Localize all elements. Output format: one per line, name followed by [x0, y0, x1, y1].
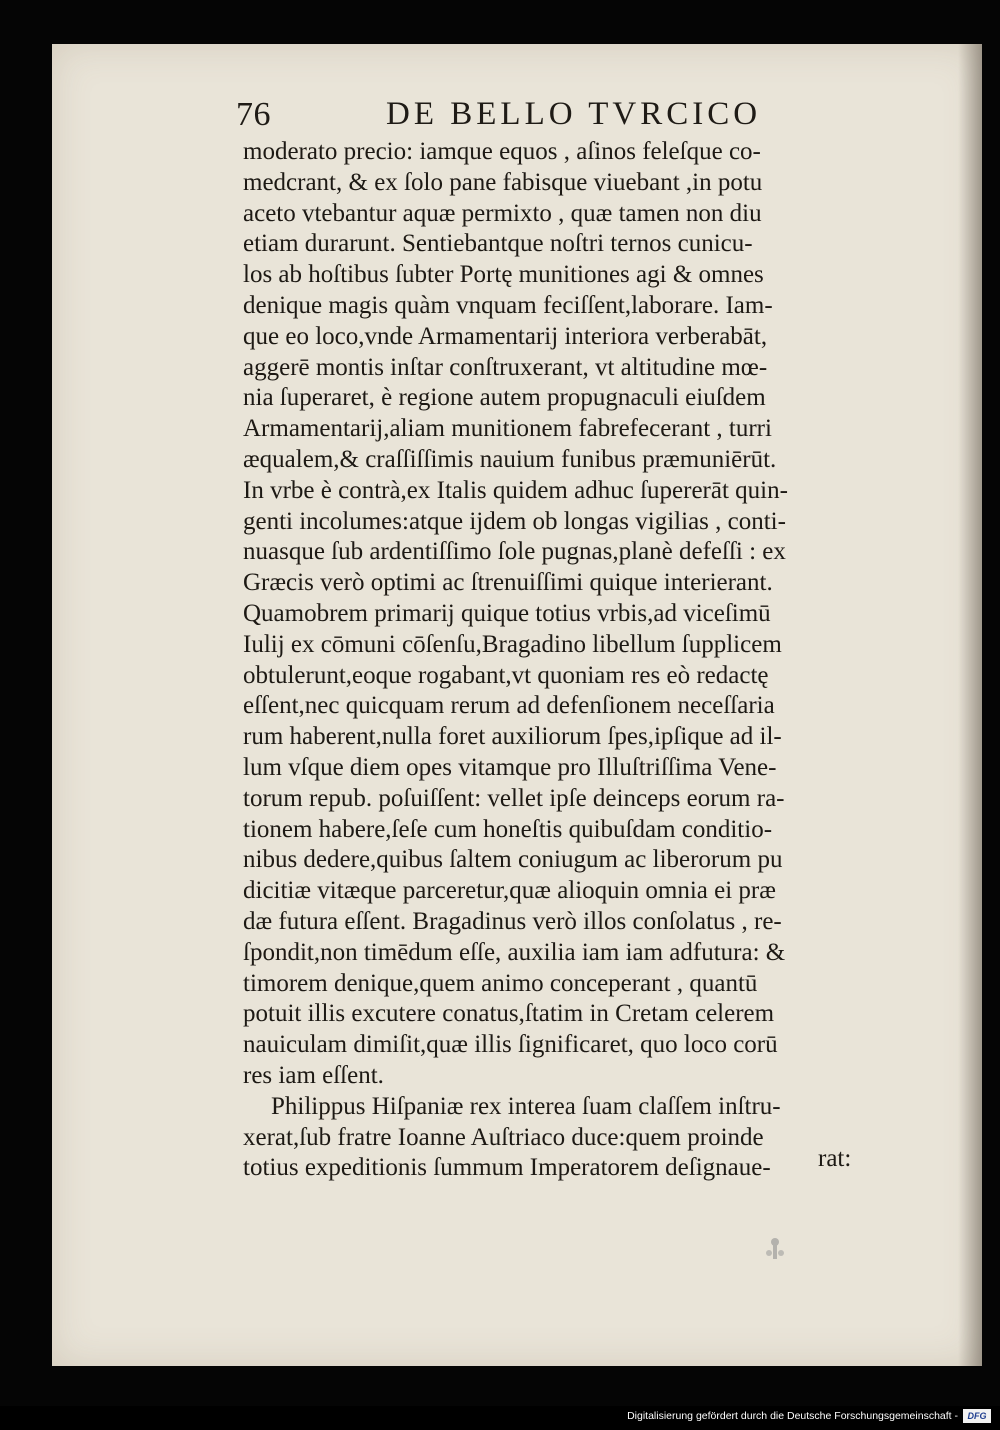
text-line: eſſent,nec quicquam rerum ad defenſionem neceſſaria [243, 692, 775, 720]
text-line: timorem denique,quem animo conceperant , quantū [243, 969, 758, 997]
text-line: nuasque ſub ardentiſſimo ſole pugnas,planè defeſſi : ex [243, 538, 786, 566]
paragraph-start-line: Philippus Hiſpaniæ rex interea ſuam claſſem inſtru- [271, 1092, 781, 1120]
text-line: medcrant, & ex ſolo pane fabisque viuebant ,in potu [243, 168, 763, 196]
text-line: denique magis quàm vnquam feciſſent,laborare. Iam- [243, 291, 773, 319]
text-line: Græcis verò optimi ac ſtrenuiſſimi quique interierant. [243, 569, 773, 597]
text-line: genti incolumes:atque ijdem ob longas vigilias , conti- [243, 507, 786, 535]
text-line: dicitiæ vitæque parceretur,quæ alioquin omnia ei præ [243, 877, 776, 905]
text-line: tionem habere,ſeſe cum honeſtis quibuſdam conditio- [243, 815, 773, 843]
text-line: res iam eſſent. [243, 1061, 384, 1089]
text-line: dæ futura eſſent. Bragadinus verò illos conſolatus , re- [243, 907, 782, 935]
text-line: obtulerunt,eoque rogabant,vt quoniam res eò redactę [243, 661, 769, 689]
library-stamp-mark [760, 1232, 790, 1266]
catchword: rat: [818, 1145, 852, 1172]
text-line: Iulij ex cōmuni cōſenſu,Bragadino libellum ſupplicem [243, 630, 782, 658]
text-line: Armamentarij,aliam munitionem fabrefecerant , turri [243, 415, 772, 443]
text-line: los ab hoſtibus ſubter Portę munitiones agi & omnes [243, 261, 764, 289]
text-line: etiam durarunt. Sentiebantque noſtri ternos cunicu- [243, 230, 753, 258]
page-number: 76 [236, 96, 271, 133]
text-line: æqualem,& craſſiſſimis nauium funibus præmuniērūt. [243, 445, 777, 473]
text-line: moderato precio: iamque equos , aſinos feleſque co- [243, 138, 761, 165]
dfg-logo: DFG [963, 1409, 991, 1423]
running-head [236, 96, 762, 140]
text-line: ſpondit,non timēdum eſſe, auxilia iam iam adfutura: & [243, 938, 786, 966]
text-line: que eo loco,vnde Armamentarij interiora verberabāt, [243, 322, 768, 350]
text-line: aggerē montis inſtar conſtruxerant, vt altitudine mœ- [243, 353, 768, 381]
text-line: nia ſuperaret, è regione autem propugnaculi eiuſdem [243, 384, 766, 412]
text-line: Quamobrem primarij quique totius vrbis,ad viceſimū [243, 599, 771, 627]
text-line: potuit illis excutere conatus,ſtatim in Cretam celerem [243, 1000, 775, 1028]
text-line: lum vſque diem opes vitamque pro Illuſtriſſima Vene- [243, 753, 777, 781]
text-line: In vrbe è contrà,ex Italis quidem adhuc ſupererāt quin- [243, 476, 788, 504]
text-line: torum repub. poſuiſſent: vellet ipſe deinceps eorum ra- [243, 784, 785, 812]
text-line: aceto vtebantur aquæ permixto , quæ tamen non diu [243, 199, 762, 227]
funding-credit: Digitalisierung gefördert durch die Deutsche Forschungsgemeinschaft - [627, 1410, 958, 1422]
body-text [243, 137, 933, 1184]
text-line: xerat,ſub fratre Ioanne Auſtriaco duce:quem proinde [243, 1123, 764, 1151]
page-edge-shadow [958, 44, 982, 1366]
text-line: nauiculam dimiſit,quæ illis ſignificaret, quo loco corū [243, 1031, 778, 1059]
page-heading: DE BELLO TVRCICO [386, 96, 762, 132]
text-line: nibus dedere,quibus ſaltem coniugum ac liberorum pu [243, 846, 783, 874]
text-line: totius expeditionis ſummum Imperatorem deſignaue- [243, 1154, 771, 1182]
text-line: rum haberent,nulla foret auxiliorum ſpes,ipſique ad il- [243, 723, 782, 751]
